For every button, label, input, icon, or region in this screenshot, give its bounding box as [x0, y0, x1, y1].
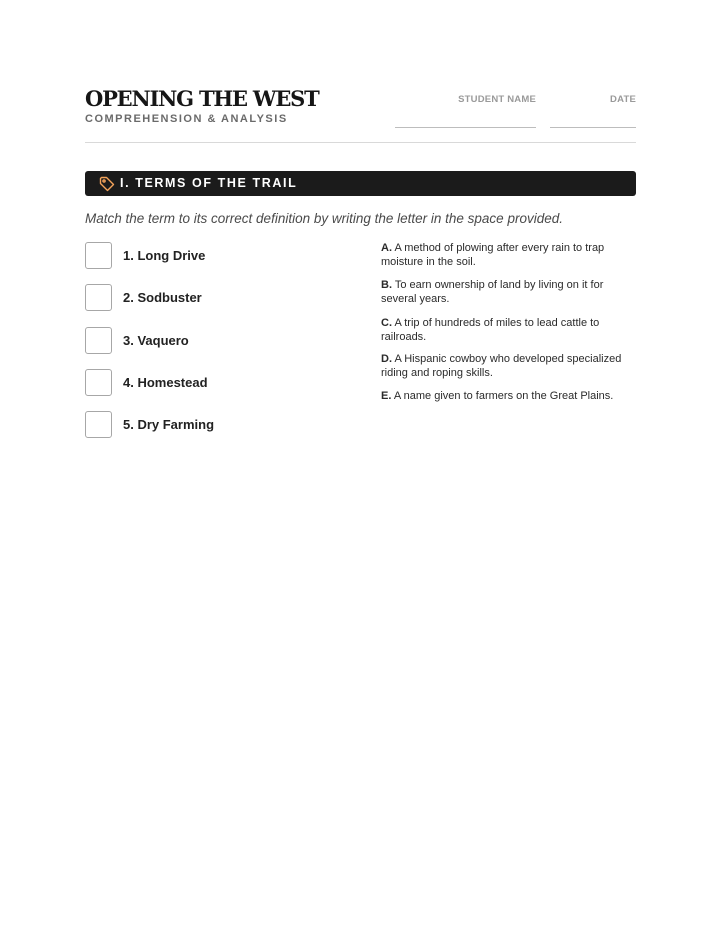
definition-letter: B. [381, 279, 392, 291]
answer-box[interactable] [85, 369, 112, 396]
section-title: I. TERMS OF THE TRAIL [120, 176, 298, 190]
answer-box[interactable] [85, 327, 112, 354]
tag-icon [99, 176, 115, 192]
page-title: OPENING THE WEST [85, 86, 319, 111]
term-item [85, 327, 345, 355]
definition-letter: E. [381, 390, 392, 402]
definition-item [381, 390, 637, 404]
student-name-field[interactable] [395, 94, 536, 128]
definition-item [381, 353, 637, 380]
page-subtitle: COMPREHENSION & ANALYSIS [85, 113, 288, 125]
definition-letter: A. [381, 242, 392, 254]
definition-item [381, 317, 637, 344]
definition-text: A trip of hundreds of miles to lead cattle to railroads. [381, 317, 600, 343]
term-item [85, 411, 345, 439]
term-item [85, 242, 345, 270]
term-item [85, 284, 345, 312]
definition-letter: D. [381, 353, 392, 365]
term-label: 1. Long Drive [123, 248, 206, 263]
term-label: 4. Homestead [123, 375, 208, 390]
date-label: DATE [610, 94, 636, 105]
definition-item [381, 279, 637, 306]
date-field[interactable] [550, 94, 636, 128]
definition-item [381, 242, 637, 269]
answer-box[interactable] [85, 284, 112, 311]
worksheet-header [85, 86, 636, 143]
answer-box[interactable] [85, 242, 112, 269]
student-name-label: STUDENT NAME [458, 94, 536, 105]
answer-box[interactable] [85, 411, 112, 438]
definition-text: To earn ownership of land by living on it for several years. [381, 279, 604, 305]
term-label: 3. Vaquero [123, 333, 189, 348]
section-instructions: Match the term to its correct definition by writing the letter in the space provided. [85, 211, 563, 226]
definition-text: A name given to farmers on the Great Plains. [393, 390, 614, 402]
section-banner [85, 171, 636, 196]
definition-letter: C. [381, 317, 392, 329]
definition-text: A Hispanic cowboy who developed specialized riding and roping skills. [381, 353, 622, 379]
definition-text: A method of plowing after every rain to trap moisture in the soil. [381, 242, 605, 268]
term-item [85, 369, 345, 397]
term-label: 5. Dry Farming [123, 417, 215, 432]
term-label: 2. Sodbuster [123, 290, 202, 305]
